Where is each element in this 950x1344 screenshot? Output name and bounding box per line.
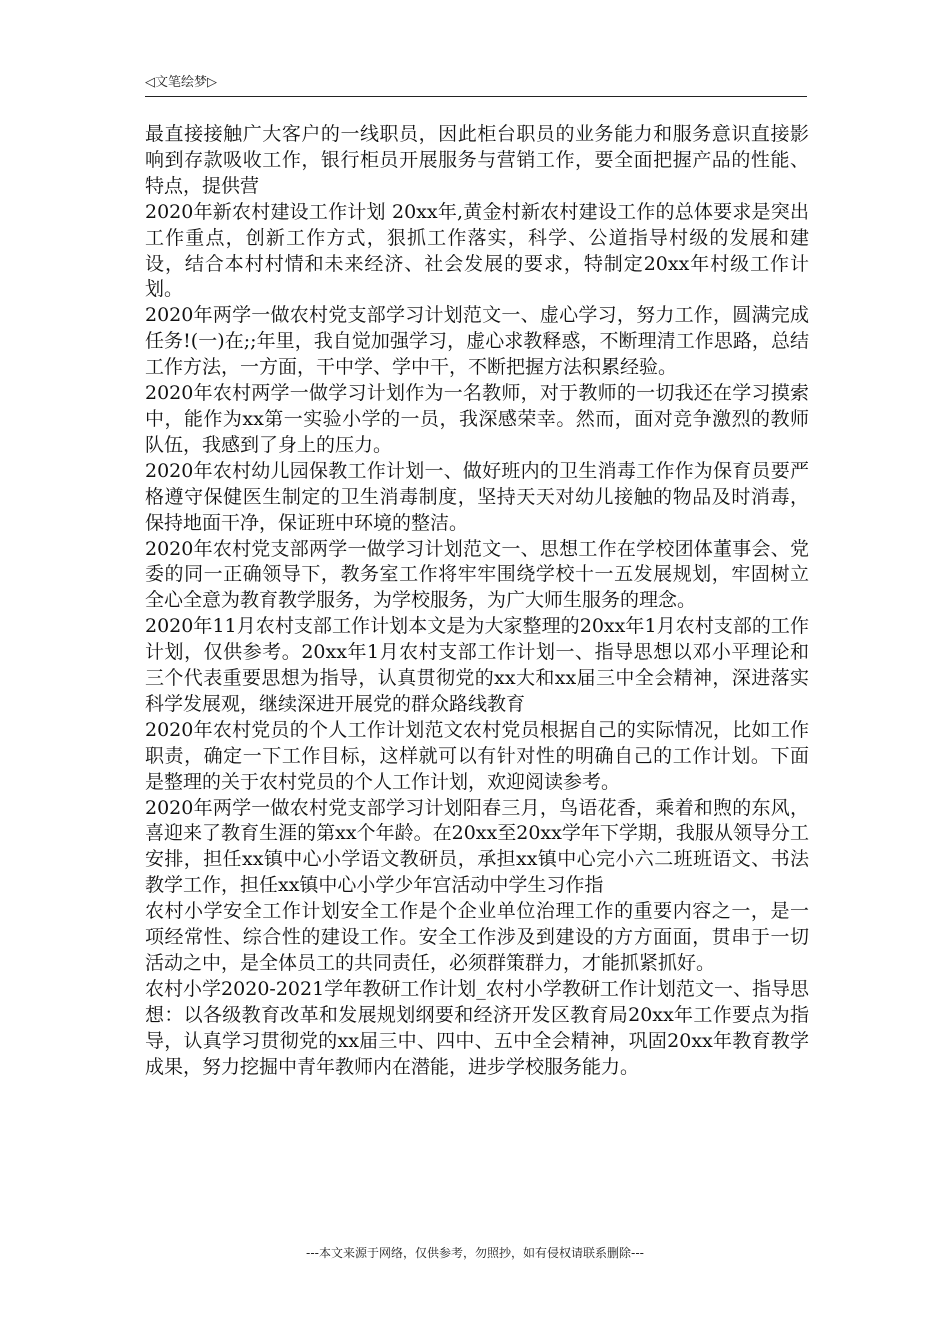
- paragraph-6: 2020年农村党支部两学一做学习计划范文一、思想工作在学校团体董事会、党委的同一正确领导下，教务室工作将牢牢围绕学校十一五发展规划，牢固树立全心全意为教育教学服务，为学校服务，为广大师生服务的理念。: [145, 537, 809, 612]
- paragraph-1: 最直接接触广大客户的一线职员，因此柜台职员的业务能力和服务意识直接影响到存款吸收工作，银行柜员开展服务与营销工作，要全面把握产品的性能、特点，提供营: [145, 123, 809, 197]
- page-header: [145, 74, 807, 97]
- page-footer: ---本文来源于网络，仅供参考，勿照抄，如有侵权请联系删除---: [306, 1246, 644, 1260]
- paragraph-8: 2020年农村党员的个人工作计划范文农村党员根据自己的实际情况，比如工作职责，确定一下工作目标，这样就可以有针对性的明确自己的工作计划。下面是整理的关于农村党员的个人工作计划，欢迎阅读参考。: [145, 718, 809, 793]
- paragraph-2: 2020年新农村建设工作计划 20xx年,黄金村新农村建设工作的总体要求是突出工作重点，创新工作方式，狠抓工作落实，科学、公道指导村级的发展和建设，结合本村村情和未来经济、社会发展的要求，特制定20xx年村级工作计划。: [145, 200, 809, 301]
- paragraph-5: 2020年农村幼儿园保教工作计划一、做好班内的卫生消毒工作作为保育员要严格遵守保健医生制定的卫生消毒制度，坚持天天对幼儿接触的物品及时消毒，保持地面干净，保证班中环境的整洁。: [145, 459, 809, 534]
- paragraph-11: 农村小学2020-2021学年教研工作计划_农村小学教研工作计划范文一、指导思想：以各级教育改革和发展规划纲要和经济开发区教育局20xx年工作要点为指导，认真学习贯彻党的xx届三中、四中、五中全会精神，巩固20xx年教育教学成果，努力挖掘中青年教师内在潜能，进步学校服务能力。: [145, 977, 809, 1078]
- header-title: ◁文笔绘梦▷: [145, 75, 217, 90]
- paragraph-9: 2020年两学一做农村党支部学习计划阳春三月，鸟语花香，乘着和煦的东风，喜迎来了教育生涯的第xx个年龄。在20xx至20xx学年下学期，我服从领导分工安排，担任xx镇中心小学语文教研员，承担xx镇中心完小六二班班语文、书法教学工作，担任xx镇中心小学少年宫活动中学生习作指: [145, 796, 809, 897]
- paragraph-10: 农村小学安全工作计划安全工作是个企业单位治理工作的重要内容之一，是一项经常性、综合性的建设工作。安全工作涉及到建设的方方面面，贯串于一切活动之中，是全体员工的共同责任，必须群策群力，才能抓紧抓好。: [145, 900, 809, 974]
- paragraph-4: 2020年农村两学一做学习计划作为一名教师，对于教师的一切我还在学习摸索中，能作为xx第一实验小学的一员，我深感荣幸。然而，面对竞争激烈的教师队伍，我感到了身上的压力。: [145, 382, 809, 456]
- paragraph-7: 2020年11月农村支部工作计划本文是为大家整理的20xx年1月农村支部的工作计划，仅供参考。20xx年1月农村支部工作计划一、指导思想以邓小平理论和三个代表重要思想为指导，认真贯彻党的xx大和xx届三中全会精神，深进落实科学发展观，继续深进开展党的群众路线教育: [145, 615, 809, 715]
- document-body: [145, 122, 809, 1081]
- paragraph-3: 2020年两学一做农村党支部学习计划范文一、虚心学习，努力工作，圆满完成任务!(一)在;;年里，我自觉加强学习，虚心求教释惑，不断理清工作思路，总结工作方法，一方面，干中学、学中干，不断把握方法积累经验。: [145, 304, 809, 379]
